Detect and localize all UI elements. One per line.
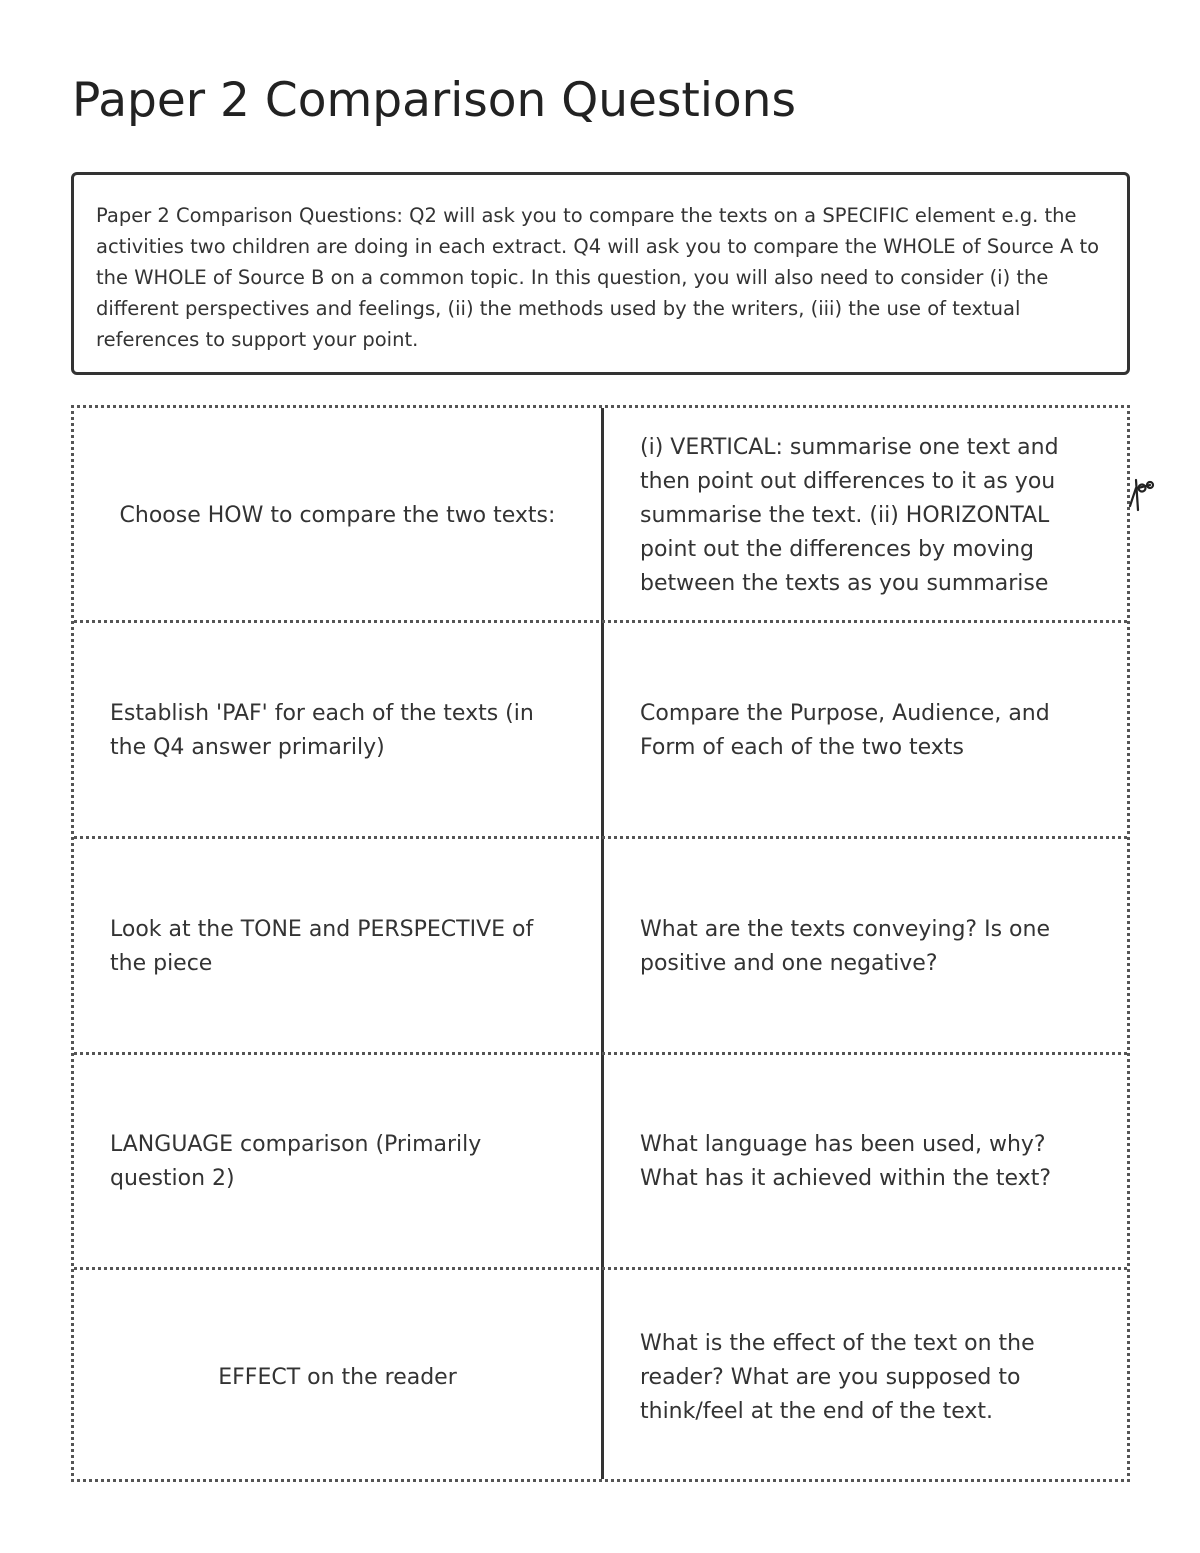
card-row bbox=[74, 623, 1127, 838]
card-row bbox=[74, 1054, 1127, 1269]
card-definition: What are the texts conveying? Is one positive and one negative? bbox=[640, 916, 1050, 976]
card-term: EFFECT on the reader bbox=[218, 1364, 457, 1390]
card-definition: What language has been used, why? What has it achieved within the text? bbox=[640, 1131, 1052, 1191]
scissors-icon bbox=[1124, 474, 1156, 514]
page-title: Paper 2 Comparison Questions bbox=[72, 73, 796, 128]
card-term: LANGUAGE comparison (Primarily question 2) bbox=[110, 1131, 482, 1191]
intro-box bbox=[71, 172, 1130, 375]
card-term: Look at the TONE and PERSPECTIVE of the piece bbox=[110, 916, 534, 976]
intro-text: Paper 2 Comparison Questions: Q2 will ask you to compare the texts on a SPECIFIC element e.g. the activities two children are doing in each extract. Q4 will ask you to compare the WHOLE of Source A to the WHOLE of Source B on a common topic. In this question, you will also need to consider (i) the different perspectives and feelings, (ii) the methods used by the writers, (iii) the use of textual references to support your point. bbox=[96, 204, 1100, 351]
card-row bbox=[74, 408, 1127, 623]
card-definition: What is the effect of the text on the reader? What are you supposed to think/feel at the end of the text. bbox=[640, 1330, 1035, 1424]
flashcard-grid bbox=[71, 405, 1130, 1482]
card-term: Choose HOW to compare the two texts: bbox=[119, 502, 556, 528]
card-row bbox=[74, 1270, 1127, 1485]
card-row bbox=[74, 839, 1127, 1054]
card-term: Establish 'PAF' for each of the texts (in the Q4 answer primarily) bbox=[110, 700, 534, 760]
card-definition: (i) VERTICAL: summarise one text and then point out differences to it as you summarise the text. (ii) HORIZONTAL point out the differences by moving between the texts as you summarise bbox=[640, 434, 1059, 596]
card-definition: Compare the Purpose, Audience, and Form of each of the two texts bbox=[640, 700, 1050, 760]
